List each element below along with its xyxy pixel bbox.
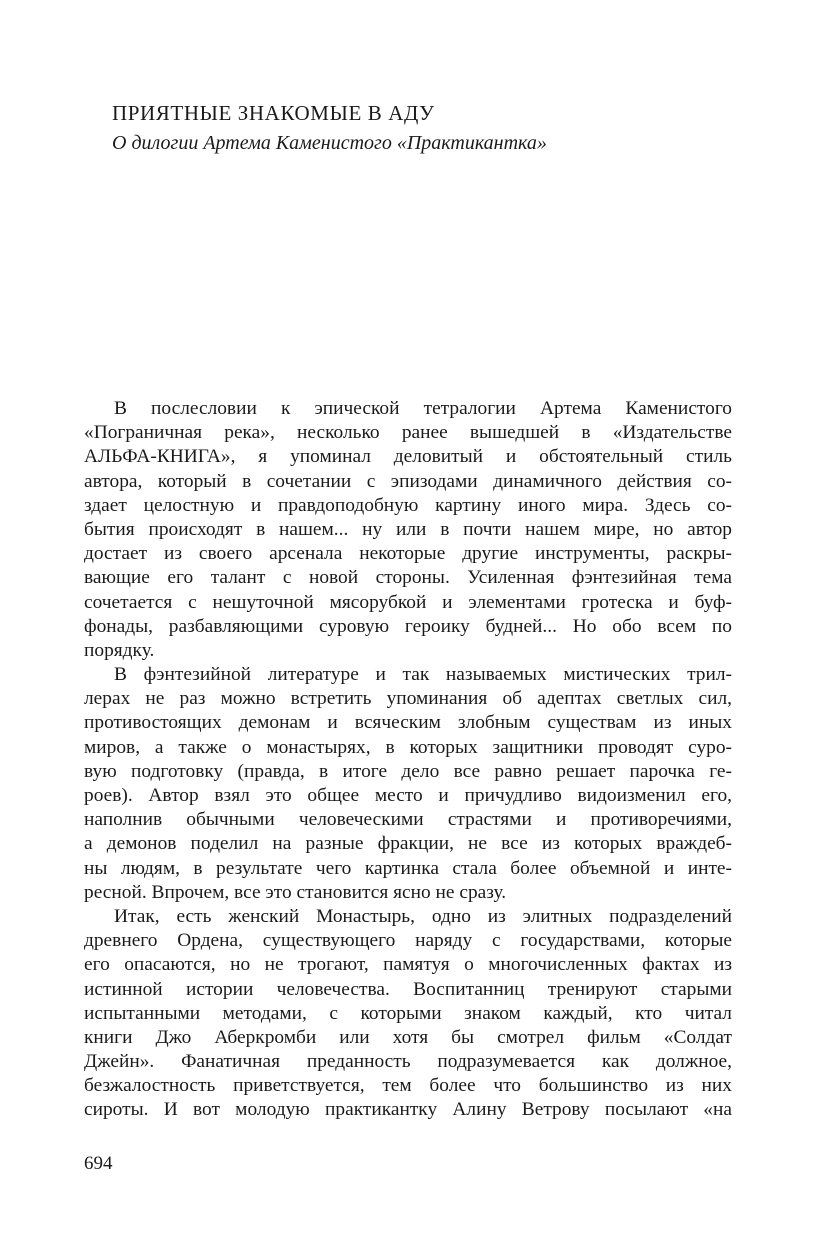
paragraph bbox=[84, 397, 732, 663]
text-line: автора, который в сочетании с эпизодами динамичного действия со- bbox=[84, 470, 732, 492]
chapter-title: ПРИЯТНЫЕ ЗНАКОМЫЕ В АДУ bbox=[112, 101, 435, 125]
text-line: древнего Ордена, существующего наряду с государствами, которые bbox=[84, 930, 732, 952]
text-line: сироты. И вот молодую практикантку Алину Ветрову посылают «на bbox=[84, 1099, 732, 1121]
text-line: бытия происходят в нашем... ну или в почти нашем мире, но автор bbox=[84, 518, 732, 540]
text-line: безжалостность приветствуется, тем более что большинство из них bbox=[84, 1075, 732, 1097]
text-line: Джейн». Фанатичная преданность подразумевается как должное, bbox=[84, 1051, 732, 1073]
chapter-subtitle: О дилогии Артема Каменистого «Практикантка» bbox=[112, 132, 547, 154]
page-number: 694 bbox=[84, 1153, 113, 1174]
text-line: В фэнтезийной литературе и так называемых мистических трил- bbox=[114, 664, 732, 686]
text-line: вающие его талант с новой стороны. Усиленная фэнтезийная тема bbox=[84, 567, 732, 589]
chapter-heading bbox=[112, 98, 732, 158]
text-line: фонады, разбавляющими суровую героику будней... Но обо всем по bbox=[84, 615, 732, 637]
paragraph bbox=[84, 663, 732, 905]
text-line: вую подготовку (правда, в итоге дело все равно решает парочка ге- bbox=[84, 760, 732, 782]
body-text bbox=[84, 397, 732, 1123]
text-line: достает из своего арсенала некоторые другие инструменты, раскры- bbox=[84, 543, 732, 565]
text-line: миров, а также о монастырях, в которых защитники проводят суро- bbox=[84, 736, 732, 758]
text-line: ны людям, в результате чего картинка стала более объемной и инте- bbox=[84, 857, 732, 879]
text-line: противостоящих демонам и всяческим злобным существам из иных bbox=[84, 712, 732, 734]
paragraph bbox=[84, 905, 732, 1123]
text-line: сочетается с нешуточной мясорубкой и элементами гротеска и буф- bbox=[84, 591, 732, 613]
text-line: ресной. Впрочем, все это становится ясно не сразу. bbox=[84, 881, 507, 903]
text-line: «Пограничная река», несколько ранее вышедшей в «Издательстве bbox=[84, 422, 732, 444]
text-line: Итак, есть женский Монастырь, одно из элитных подразделений bbox=[114, 905, 732, 927]
text-line: истинной истории человечества. Воспитанниц тренируют старыми bbox=[84, 978, 732, 1000]
text-line: а демонов поделил на разные фракции, не все из которых враждеб- bbox=[84, 833, 732, 855]
text-line: В послесловии к эпической тетралогии Артема Каменистого bbox=[114, 398, 732, 419]
text-line: АЛЬФА-КНИГА», я упоминал деловитый и обстоятельный стиль bbox=[84, 446, 732, 468]
text-line: порядку. bbox=[84, 639, 155, 661]
text-line: его опасаются, но не трогают, памятуя о многочисленных фактах из bbox=[84, 954, 732, 976]
text-line: книги Джо Аберкромби или хотя бы смотрел фильм «Солдат bbox=[84, 1026, 732, 1048]
text-line: роев). Автор взял это общее место и причудливо видоизменил его, bbox=[84, 785, 732, 806]
text-line: здает целостную и правдоподобную картину иного мира. Здесь со- bbox=[84, 494, 732, 516]
text-line: наполнив обычными человеческими страстями и противоречиями, bbox=[84, 809, 732, 831]
text-line: лерах не раз можно встретить упоминания об адептах светлых сил, bbox=[84, 688, 732, 710]
text-line: испытанными методами, с которыми знаком каждый, кто читал bbox=[84, 1002, 732, 1024]
